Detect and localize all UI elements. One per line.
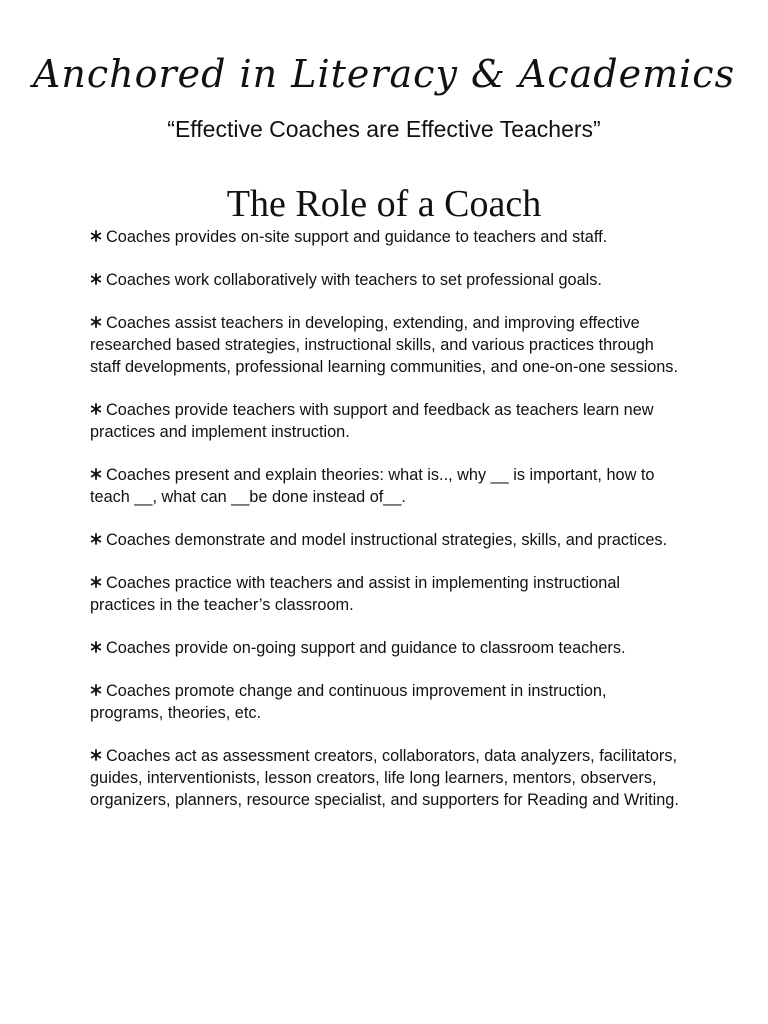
asterisk-icon bbox=[90, 230, 102, 242]
list-item bbox=[90, 680, 680, 724]
list-item-text: Coaches act as assessment creators, collaborators, data analyzers, facilitators, guides, interventionists, lesson creators, life long learners, mentors, observers, organizers, planners, resource specialist, and supporters for Reading and Writing. bbox=[90, 747, 679, 809]
list-item bbox=[90, 269, 680, 291]
list-item-text: Coaches practice with teachers and assist in implementing instructional practices in the teacher’s classroom. bbox=[90, 574, 621, 614]
list-item bbox=[90, 226, 680, 248]
list-item-text: Coaches assist teachers in developing, extending, and improving effective researched based strategies, instructional skills, and various practices through staff developments, professional learning communities, and one-on-one sessions. bbox=[90, 314, 678, 376]
list-item-text: Coaches demonstrate and model instructional strategies, skills, and practices. bbox=[106, 531, 668, 549]
list-item bbox=[90, 637, 680, 659]
asterisk-icon bbox=[90, 316, 102, 328]
list-item-text: Coaches work collaboratively with teachers to set professional goals. bbox=[106, 271, 602, 289]
asterisk-icon bbox=[90, 641, 102, 653]
list-item bbox=[90, 745, 680, 811]
list-item-text: Coaches provide on-going support and guidance to classroom teachers. bbox=[106, 639, 626, 657]
role-list bbox=[90, 226, 680, 832]
list-item-text: Coaches promote change and continuous improvement in instruction, programs, theories, etc. bbox=[90, 682, 607, 722]
list-item bbox=[90, 312, 680, 378]
list-item bbox=[90, 529, 680, 551]
asterisk-icon bbox=[90, 684, 102, 696]
list-item bbox=[90, 572, 680, 616]
page-title: The Role of a Coach bbox=[226, 183, 542, 225]
list-item-text: Coaches present and explain theories: what is.., why __ is important, how to teach __, what can __be done instead of__. bbox=[90, 466, 655, 506]
list-item bbox=[90, 464, 680, 508]
asterisk-icon bbox=[90, 576, 102, 588]
list-item-text: Coaches provide teachers with support and feedback as teachers learn new practices and implement instruction. bbox=[90, 401, 654, 441]
tagline: “Effective Coaches are Effective Teachers” bbox=[167, 116, 601, 142]
list-item bbox=[90, 399, 680, 443]
asterisk-icon bbox=[90, 533, 102, 545]
asterisk-icon bbox=[90, 468, 102, 480]
banner-heading: Anchored in Literacy & Academics bbox=[32, 52, 736, 96]
asterisk-icon bbox=[90, 749, 102, 761]
list-item-text: Coaches provides on-site support and guidance to teachers and staff. bbox=[106, 228, 608, 246]
asterisk-icon bbox=[90, 403, 102, 415]
asterisk-icon bbox=[90, 273, 102, 285]
